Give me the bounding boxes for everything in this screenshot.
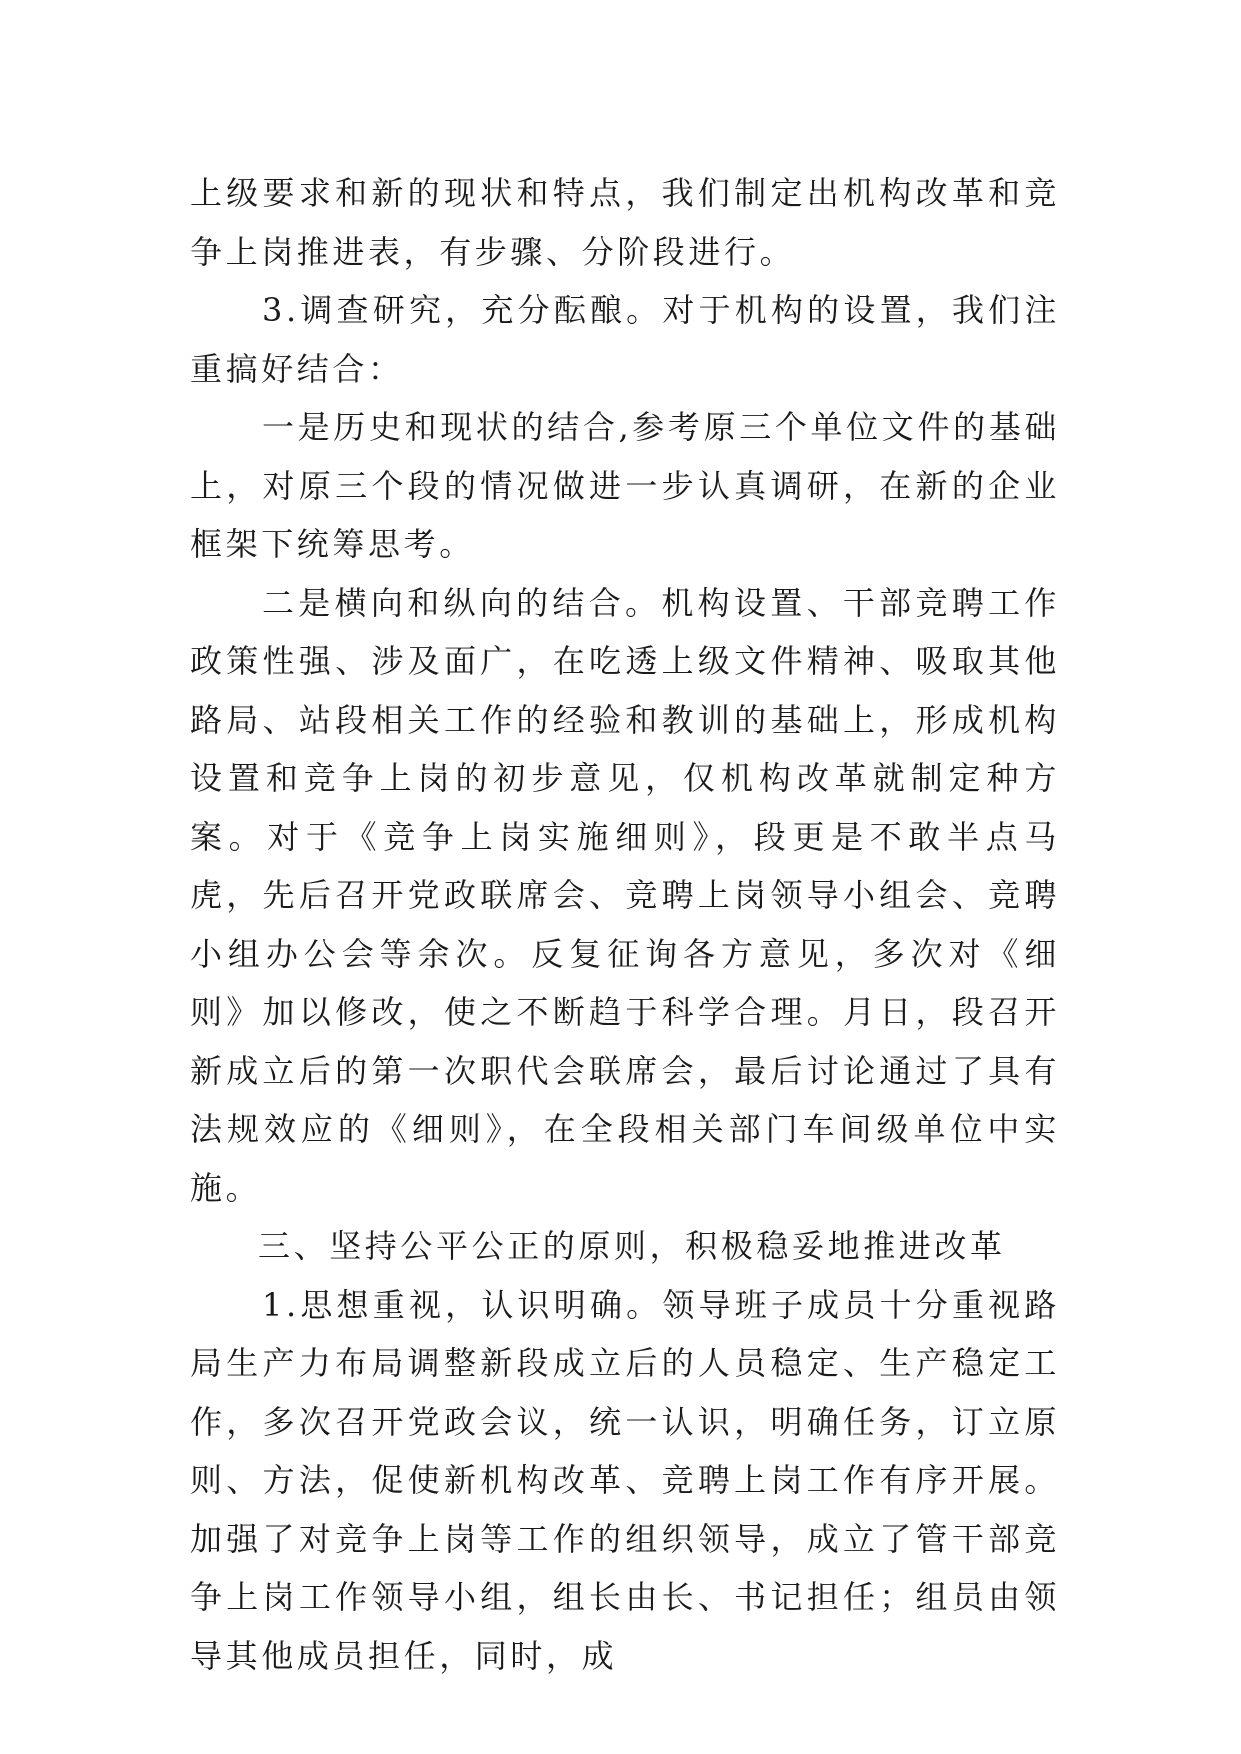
section-heading-fairness: 三、坚持公平公正的原则，积极稳妥地推进改革 <box>258 1227 1006 1265</box>
paragraph-ideological-emphasis: 1.思想重视，认识明确。领导班子成员十分重视路局生产力布局调整新段成立后的人员稳定、生产稳定工作，多次召开党政会议，统一认识，明确任务，订立原则、方法，促使新机构改革、竞聘上岗工作有序开展。加强了对竞争上岗等工作的组织领导，成立了管干部竞争上岗工作领导小组，组长由长、书记担任；组员由领导其他成员担任，同时，成 <box>190 1285 1060 1675</box>
document-body <box>190 164 1060 1685</box>
paragraph-history-and-status: 一是历史和现状的结合,参考原三个单位文件的基础上，对原三个段的情况做进一步认真调研，在新的企业框架下统筹思考。 <box>190 408 1060 563</box>
paragraph-horizontal-vertical: 二是横向和纵向的结合。机构设置、干部竞聘工作政策性强、涉及面广，在吃透上级文件精神、吸取其他路局、站段相关工作的经验和教训的基础上，形成机构设置和竞争上岗的初步意见，仅机构改革就制定种方案。对于《竞争上岗实施细则》，段更是不敢半点马虎，先后召开党政联席会、竞聘上岗领导小组会、竞聘小组办公会等余次。反复征询各方意见，多次对《细则》加以修改，使之不断趋于科学合理。月日，段召开新成立后的第一次职代会联席会，最后讨论通过了具有法规效应的《细则》，在全段相关部门车间级单位中实施。 <box>190 583 1060 1207</box>
paragraph-investigation-research: 3.调查研究，充分酝酿。对于机构的设置，我们注重搞好结合： <box>190 291 1060 388</box>
paragraph-continuation: 上级要求和新的现状和特点，我们制定出机构改革和竞争上岗推进表，有步骤、分阶段进行。 <box>190 174 1060 271</box>
